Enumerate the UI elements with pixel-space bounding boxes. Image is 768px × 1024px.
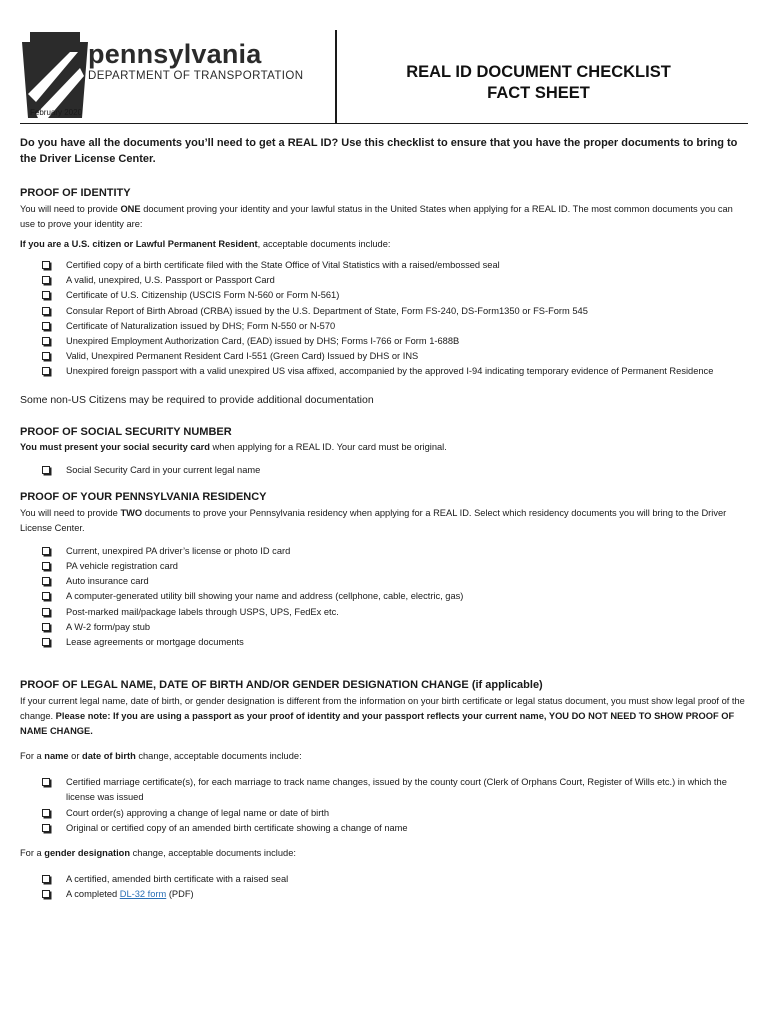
checkbox-icon[interactable] [42,337,50,345]
checklist-item: A W-2 form/pay stub [42,620,748,635]
checkbox-icon[interactable] [42,367,50,375]
checkbox-icon[interactable] [42,778,50,786]
checkbox-icon[interactable] [42,562,50,570]
title-line-2: FACT SHEET [487,84,590,102]
keystone-logo-icon [22,32,88,118]
checkbox-icon[interactable] [42,322,50,330]
checkbox-icon[interactable] [42,809,50,817]
checkbox-icon[interactable] [42,466,50,474]
checklist-item: PA vehicle registration card [42,559,748,574]
header [0,0,768,124]
checkbox-icon[interactable] [42,592,50,600]
heading-proof-of-residency: PROOF OF YOUR PENNSYLVANIA RESIDENCY [20,490,267,503]
checkbox-icon[interactable] [42,608,50,616]
checklist-item: Consular Report of Birth Abroad (CRBA) issued by the U.S. Department of State, Form FS-240, DS-Form1350 or FS-Form 545 [42,304,748,319]
document-title [336,62,741,104]
dl-32-form-link[interactable]: DL-32 form [119,889,167,900]
checkbox-icon[interactable] [42,547,50,555]
identity-checklist [20,258,748,380]
checklist-item: Auto insurance card [42,574,748,589]
issue-date: February 2020 [30,108,83,117]
intro-text: Do you have all the documents you’ll need to get a REAL ID? Use this checklist to ensure that you have the proper documents to bring to the Driver License Center. [20,137,738,165]
checklist-item: A certified, amended birth certificate with a raised seal [42,872,748,887]
checklist-item: Certificate of Naturalization issued by DHS; Form N-550 or N-570 [42,319,748,334]
name-change-description: If your current legal name, date of birth, or gender designation is different from the information on your birth certificate or legal status document, you must show legal proof of the change. Please note: If you are using a passport as your proof of identity and your passport reflects your current name, YOU DO NOT NEED TO SHOW PROOF OF NAME CHANGE. [20,696,745,737]
checkbox-icon[interactable] [42,875,50,883]
logo-wordmark [88,40,303,82]
checkbox-icon[interactable] [42,890,50,898]
identity-description: You will need to provide ONE document proving your identity and your lawful status in the United States when applying for a REAL ID. The most common documents you can use to prove your identity are: [20,204,733,229]
ssn-description: You must present your social security card when applying for a REAL ID. Your card must be original. [20,441,447,452]
name-change-checklist [20,775,748,836]
checkbox-icon[interactable] [42,577,50,585]
checklist-item: A computer-generated utility bill showing your name and address (cellphone, cable, electric, gas) [42,589,748,604]
checklist-item: Certified copy of a birth certificate filed with the State Office of Vital Statistics with a raised/embossed seal [42,258,748,273]
header-divider-horizontal [20,123,748,124]
checklist-item: Certificate of U.S. Citizenship (USCIS Form N-560 or Form N-561) [42,288,748,303]
logo-name: pennsylvania [88,39,262,69]
checklist-item: Current, unexpired PA driver’s license or photo ID card [42,544,748,559]
checklist-item: A completed DL-32 form (PDF) [42,887,748,902]
checkbox-icon[interactable] [42,261,50,269]
checklist-item: Lease agreements or mortgage documents [42,635,748,650]
checklist-item: Court order(s) approving a change of legal name or date of birth [42,806,748,821]
checkbox-icon[interactable] [42,638,50,646]
checklist-item: Original or certified copy of an amended birth certificate showing a change of name [42,821,748,836]
logo-department: DEPARTMENT OF TRANSPORTATION [88,70,304,82]
name-change-subheading: For a name or date of birth change, acceptable documents include: [20,751,302,762]
ssn-checklist [20,463,748,478]
checkbox-icon[interactable] [42,352,50,360]
gender-checklist [20,872,748,902]
checkbox-icon[interactable] [42,291,50,299]
checklist-item: Unexpired Employment Authorization Card, (EAD) issued by DHS; Forms I-766 or Form 1-688B [42,334,748,349]
residency-checklist [20,544,748,650]
checklist-item: Unexpired foreign passport with a valid unexpired US visa affixed, accompanied by the approved I-94 indicating temporary evidence of Permanent Residence [42,364,748,379]
checkbox-icon[interactable] [42,824,50,832]
gender-subheading: For a gender designation change, acceptable documents include: [20,848,296,859]
checklist-item: A valid, unexpired, U.S. Passport or Passport Card [42,273,748,288]
heading-proof-of-ssn: PROOF OF SOCIAL SECURITY NUMBER [20,425,232,438]
residency-description: You will need to provide TWO documents to prove your Pennsylvania residency when applying for a REAL ID. Select which residency documents you will bring to the Driver License Center. [20,507,727,533]
title-line-1: REAL ID DOCUMENT CHECKLIST [406,63,671,81]
document-body [20,136,748,902]
checklist-item: Valid, Unexpired Permanent Resident Card I-551 (Green Card) Issued by DHS or INS [42,349,748,364]
checklist-item: Post-marked mail/package labels through USPS, UPS, FedEx etc. [42,605,748,620]
checkbox-icon[interactable] [42,307,50,315]
checklist-item: Certified marriage certificate(s), for each marriage to track name changes, issued by the county court (Clerk of Orphans Court, Register of Wills etc.) in which the license was issued [42,775,748,805]
checklist-item: Social Security Card in your current legal name [42,463,748,478]
checkbox-icon[interactable] [42,276,50,284]
non-citizen-note: Some non-US Citizens may be required to provide additional documentation [20,393,374,406]
checkbox-icon[interactable] [42,623,50,631]
heading-proof-of-identity: PROOF OF IDENTITY [20,187,131,199]
identity-subheading: If you are a U.S. citizen or Lawful Permanent Resident, acceptable documents include: [20,239,391,249]
heading-name-change: PROOF OF LEGAL NAME, DATE OF BIRTH AND/OR GENDER DESIGNATION CHANGE (if applicable) [20,679,543,692]
